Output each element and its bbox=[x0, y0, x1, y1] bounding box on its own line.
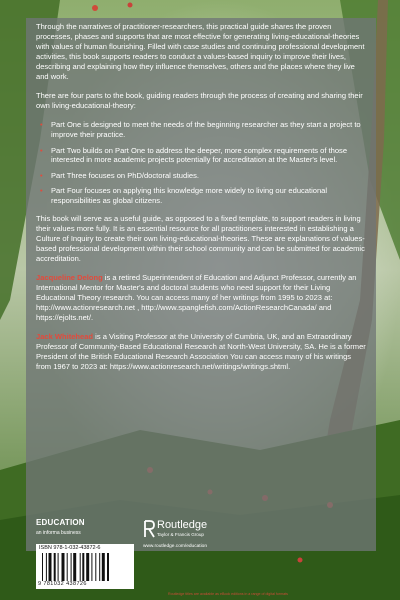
barcode-box bbox=[36, 544, 134, 589]
ebook-notice: Routledge titles are available as eBook editions in a range of digital formats bbox=[168, 592, 288, 596]
author-bio bbox=[36, 332, 368, 372]
publisher-group: Taylor & Francis Group bbox=[157, 532, 204, 537]
bullet-icon: • bbox=[40, 170, 43, 180]
part-text: Part One is designed to meet the needs of the beginning researcher as they start a project to improve their practice. bbox=[51, 120, 361, 140]
part-text: Part Two builds on Part One to address the deeper, more complex requirements of those interested in more academic projects potentially for accreditation at the Master's level. bbox=[51, 145, 348, 165]
bullet-icon: • bbox=[40, 145, 43, 155]
informa-tagline: an informa business bbox=[36, 530, 81, 536]
barcode-number: 9 781032 438726 bbox=[38, 581, 87, 587]
list-item bbox=[36, 146, 368, 166]
list-item bbox=[36, 171, 368, 181]
author-bio-text: is a retired Superintendent of Education and Adjunct Professor, currently an International Mentor for Master's and doctoral students who need support for their Living Educational Theory research. You can access many of her writings from 1995 to 2023 at: http://www.actionresearch.net , http://www.spanglefish.com/ActionResearchCanada/ and https://ejolts.net/. bbox=[36, 273, 357, 322]
part-text: Part Four focuses on applying this knowledge more widely to living our educational responsibilities as global citizens. bbox=[51, 186, 328, 206]
publisher-url[interactable]: www.routledge.com/education bbox=[143, 544, 207, 549]
intro-paragraph: Through the narratives of practitioner-researchers, this practical guide shares the proven processes, phases and supports that are most effective for generating living-educational-theories with values of human flourishing. Filled with case studies and continuing professional development activities, this book supports readers to conduct a values-based inquiry to improve their lives, describing and explaining how they influence themselves, others and the places where they live and work. bbox=[36, 22, 365, 81]
closing-paragraph: This book will serve as a useful guide, as opposed to a fixed template, to support readers in living their values more fully. It is an essential resource for all practitioners interested in establishing a Culture of Inquiry to create their own living-educational-theories. These are explanations of values-based professional development within their school community and can be submitted for academic accreditation. bbox=[36, 214, 365, 263]
list-item bbox=[36, 120, 368, 140]
subject-category: EDUCATION bbox=[36, 518, 85, 527]
blurb bbox=[36, 22, 368, 381]
routledge-logo-icon bbox=[143, 520, 155, 538]
author-bio-text: is a Visiting Professor at the University of Cumbria, UK, and an Extraordinary Professor of Community-Based Educational Research at North-West University, SA. He is a former President of the British Educational Research Association You can access many of his writings from 1967 to 2023 at: https://www.actionresearch.net/writings/writings.shtml. bbox=[36, 332, 366, 371]
author-name: Jacqueline Delong bbox=[36, 273, 103, 283]
bullet-icon: • bbox=[40, 120, 43, 130]
parts-intro: There are four parts to the book, guiding readers through the process of creating and sharing their own living-educational-theory: bbox=[36, 90, 363, 110]
part-text: Part Three focuses on PhD/doctoral studies. bbox=[51, 170, 199, 180]
author-bio bbox=[36, 273, 368, 323]
publisher-name: Routledge bbox=[157, 519, 208, 531]
list-item bbox=[36, 186, 368, 206]
isbn-text: ISBN 978-1-032-43872-6 bbox=[39, 545, 101, 551]
parts-list bbox=[36, 120, 368, 206]
barcode-icon bbox=[42, 553, 128, 581]
bullet-icon: • bbox=[40, 186, 43, 196]
author-name: Jack Whitehead bbox=[36, 332, 94, 342]
